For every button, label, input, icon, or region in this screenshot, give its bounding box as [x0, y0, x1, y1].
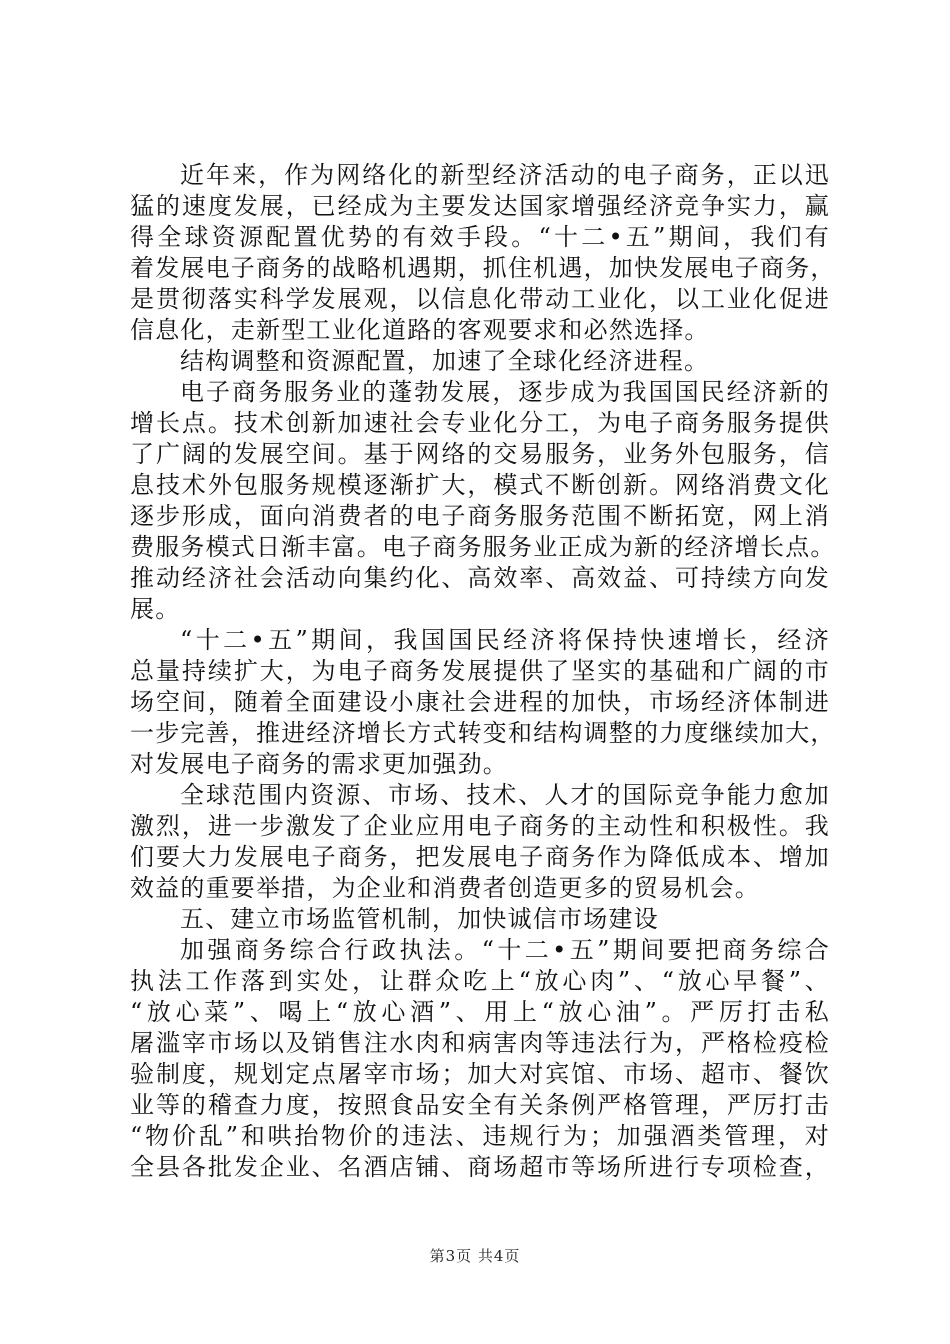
paragraph [130, 377, 836, 625]
text-line: 费服务模式日渐丰富。电子商务服务业正成为新的经济增长点。 [130, 533, 836, 561]
text-line: 执法工作落到实处，让群众吃上“放心肉”、“放心早餐”、 [130, 967, 830, 995]
text-line: 验制度，规划定点屠宰市场；加大对宾馆、市场、超市、餐饮 [130, 1060, 830, 1088]
text-line: 业等的稽查力度，按照食品安全有关条例严格管理，严厉打击 [130, 1091, 830, 1119]
paragraph [130, 346, 830, 377]
paragraph [130, 625, 836, 780]
text-line: “十二•五”期间，我国国民经济将保持快速增长，经济 [180, 626, 830, 654]
text-line: 全球范围内资源、市场、技术、人才的国际竞争能力愈加 [180, 781, 830, 809]
text-line: 加强商务综合行政执法。“十二•五”期间要把商务综合 [180, 936, 830, 964]
text-line: 是贯彻落实科学发展观，以信息化带动工业化，以工业化促进 [130, 285, 830, 313]
text-line: 展。 [130, 595, 181, 623]
text-line: 息技术外包服务规模逐渐扩大，模式不断创新。网络消费文化 [130, 471, 830, 499]
text-line: 了广阔的发展空间。基于网络的交易服务，业务外包服务，信 [130, 440, 830, 468]
text-line: 增长点。技术创新加速社会专业化分工，为电子商务服务提供 [130, 409, 830, 437]
text-line: 全县各批发企业、名酒店铺、商场超市等场所进行专项检查， [130, 1153, 830, 1181]
text-line: 屠滥宰市场以及销售注水肉和病害肉等违法行为，严格检疫检 [130, 1029, 830, 1057]
text-line: 逐步形成，面向消费者的电子商务服务范围不断拓宽，网上消 [130, 502, 830, 530]
paragraph [130, 935, 830, 1183]
document-body [130, 160, 836, 1183]
text-line: 对发展电子商务的需求更加强劲。 [130, 750, 508, 778]
text-line: 效益的重要举措，为企业和消费者创造更多的贸易机会。 [130, 874, 760, 902]
text-line: 场空间，随着全面建设小康社会进程的加快，市场经济体制进 [130, 688, 830, 716]
section-heading [130, 904, 830, 935]
text-line: 着发展电子商务的战略机遇期，抓住机遇，加快发展电子商务， [130, 254, 836, 282]
page-number-footer: 第3页 共4页 [429, 1247, 521, 1265]
paragraph [130, 780, 830, 904]
text-line: 一步完善，推进经济增长方式转变和结构调整的力度继续加大， [130, 719, 836, 747]
text-line: 猛的速度发展，已经成为主要发达国家增强经济竞争实力，赢 [130, 192, 830, 220]
text-line: 结构调整和资源配置，加速了全球化经济进程。 [180, 347, 710, 375]
text-line: 激烈，进一步激发了企业应用电子商务的主动性和积极性。我 [130, 812, 830, 840]
paragraph [130, 160, 836, 346]
text-line: 电子商务服务业的蓬勃发展，逐步成为我国国民经济新的 [180, 378, 830, 406]
text-line: 们要大力发展电子商务，把发展电子商务作为降低成本、增加 [130, 843, 830, 871]
text-line: “放心菜”、喝上“放心酒”、用上“放心油”。严厉打击私 [130, 998, 830, 1026]
text-line: 得全球资源配置优势的有效手段。“十二•五”期间，我们有 [130, 223, 830, 251]
text-line: 总量持续扩大，为电子商务发展提供了坚实的基础和广阔的市 [130, 657, 830, 685]
text-line: 信息化，走新型工业化道路的客观要求和必然选择。 [130, 316, 710, 344]
text-line: 近年来，作为网络化的新型经济活动的电子商务，正以迅 [180, 161, 830, 189]
text-line: “物价乱”和哄抬物价的违法、违规行为；加强酒类管理，对 [130, 1122, 830, 1150]
text-line: 五、建立市场监管机制，加快诚信市场建设 [180, 905, 659, 933]
text-line: 推动经济社会活动向集约化、高效率、高效益、可持续方向发 [130, 564, 830, 592]
